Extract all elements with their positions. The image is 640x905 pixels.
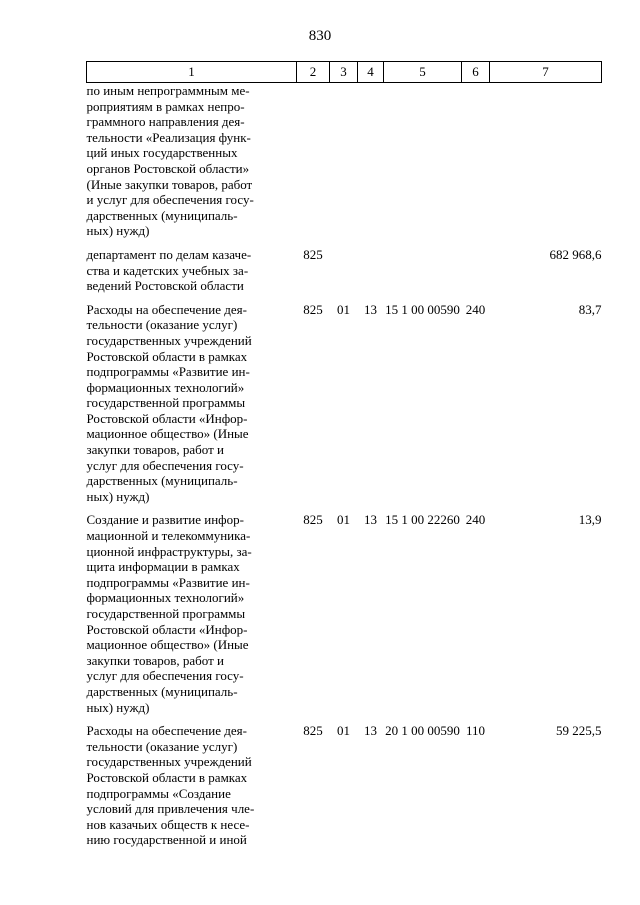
row-target-article: 15 1 00 00590 — [385, 301, 460, 317]
row-expense-type: 110 — [465, 723, 486, 739]
row-section — [330, 247, 358, 294]
table-row — [87, 83, 602, 239]
row-subsection: 13 — [364, 301, 377, 317]
budget-table — [86, 61, 602, 848]
row-expense-type: 240 — [465, 301, 486, 317]
row-spacer — [87, 504, 602, 512]
table-row — [87, 302, 602, 505]
row-amount: 59 225,5 — [556, 723, 602, 739]
row-spacer — [87, 715, 602, 723]
row-expense-type: 240 — [465, 512, 486, 528]
row-description: Создание и развитие инфор- мационной и телекоммуника- ционной инфраструктуры, за- щита информации в рамках подпрограммы «Развитие ин- формационных технологий» государственной программы Ростовской области «Инфор- мационное общество» (Иные закупки товаров, работ и услуг для обеспечения госу- дарственных (муниципаль- ных) нужд) — [86, 512, 252, 715]
row-ministry-code: 825 — [303, 246, 323, 262]
page-number: 830 — [308, 28, 332, 44]
row-subsection: 13 — [364, 512, 377, 528]
header-col-5: 5 — [384, 62, 462, 83]
row-description: Расходы на обеспечение дея- тельности (оказание услуг) государственных учреждений Ростовской области в рамках подпрограммы «Создание условий для привлечения чле- нов казачьих обществ к несе- нию государственной и иной — [86, 723, 255, 848]
row-amount: 682 968,6 — [549, 246, 602, 262]
row-description: Расходы на обеспечение дея- тельности (оказание услуг) государственных учреждений Ростовской области в рамках подпрограммы «Развитие ин- формационных технологий» государственной программы Ростовской области «Инфор- мационное общество» (Иные закупки товаров, работ и услуг для обеспечения госу- дарственных (муниципаль- ных) нужд) — [86, 301, 252, 504]
row-section: 01 — [337, 512, 350, 528]
row-expense-type — [462, 247, 490, 294]
row-target-article — [384, 83, 462, 239]
table-row — [87, 723, 602, 848]
table-row — [87, 247, 602, 294]
row-ministry-code: 825 — [303, 512, 323, 528]
header-col-7: 7 — [490, 62, 602, 83]
row-target-article — [384, 247, 462, 294]
row-section: 01 — [337, 723, 350, 739]
header-row — [87, 62, 602, 83]
row-section — [330, 83, 358, 239]
table-body — [87, 83, 602, 848]
row-target-article: 15 1 00 22260 — [385, 512, 460, 528]
table-row — [87, 512, 602, 715]
header-col-6: 6 — [462, 62, 490, 83]
row-subsection — [358, 247, 384, 294]
row-ministry-code: 825 — [303, 301, 323, 317]
row-spacer — [87, 294, 602, 302]
row-expense-type — [462, 83, 490, 239]
row-description: по иным непрограммным ме- роприятиям в рамках непро- граммного направления дея- тельности «Реализация функ- ций иных государственных органов Ростовской области» (Иные закупки товаров, работ и услуг для обеспечения госу- дарственных (муниципаль- ных) нужд) — [86, 83, 254, 239]
row-subsection: 13 — [364, 723, 377, 739]
row-amount — [490, 83, 602, 239]
table-header — [87, 62, 602, 83]
header-col-1: 1 — [87, 62, 297, 83]
row-spacer — [87, 239, 602, 247]
header-col-4: 4 — [358, 62, 384, 83]
row-target-article: 20 1 00 00590 — [385, 723, 460, 739]
row-description: департамент по делам казаче- ства и кадетских учебных за- ведений Ростовской области — [86, 246, 252, 294]
header-col-2: 2 — [297, 62, 330, 83]
row-amount: 83,7 — [578, 301, 602, 317]
row-ministry-code: 825 — [303, 723, 323, 739]
row-amount: 13,9 — [578, 512, 602, 528]
row-subsection — [358, 83, 384, 239]
row-section: 01 — [337, 301, 350, 317]
row-ministry-code — [297, 83, 330, 239]
header-col-3: 3 — [330, 62, 358, 83]
